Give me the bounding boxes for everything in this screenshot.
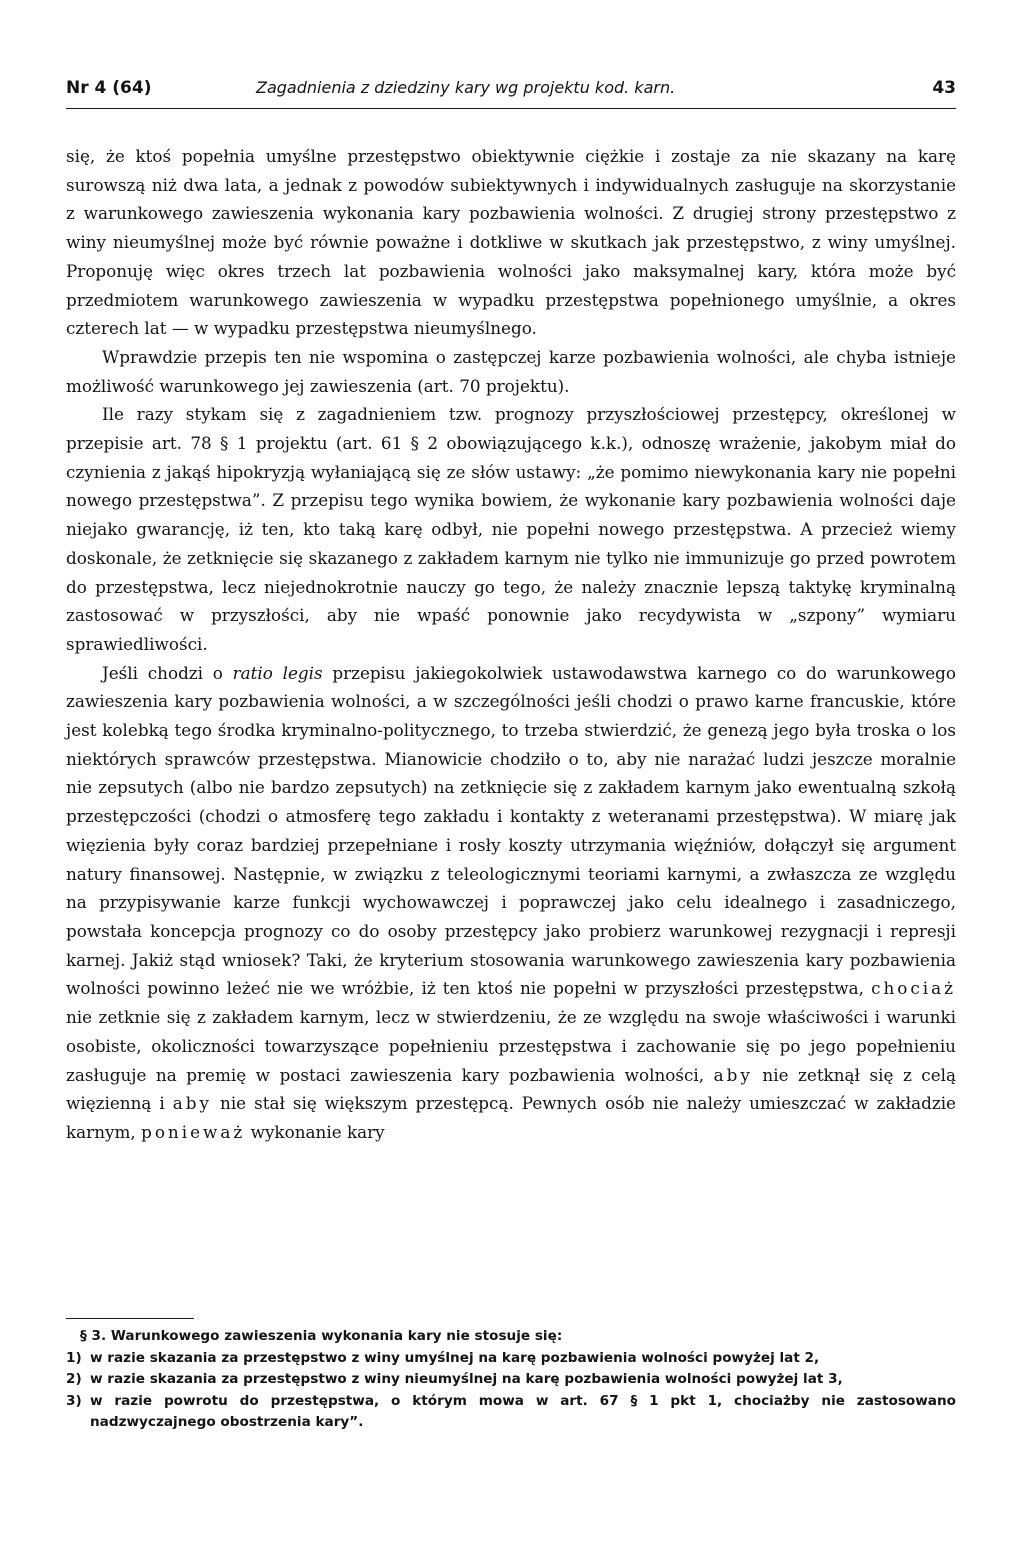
running-header bbox=[66, 72, 956, 109]
footnotes bbox=[66, 1326, 956, 1434]
footnote-item-number: 2) bbox=[66, 1371, 82, 1387]
spaced-word-poniewaz: ponieważ bbox=[141, 1121, 246, 1142]
spaced-word-aby-2: aby bbox=[172, 1093, 213, 1114]
footnote-item bbox=[66, 1348, 956, 1370]
paragraph-4-part-d: nie zetknął się z celą więzienną i bbox=[66, 1064, 957, 1114]
main-text bbox=[66, 142, 956, 1147]
paragraph-3: Ile razy stykam się z zagadnieniem tzw. prognozy przyszłościowej przestępcy, określonej w przepisie art. 78 § 1 projektu (art. 61 § 2 obowiązującego k.k.), odnoszę wrażenie, jakobym miał do czynienia z jakąś hipokryzją wyłaniającą się ze słów ustawy: „że pomimo niewykonania kary nie popełni nowego przestępstwa”. Z przepisu tego wynika bowiem, że wykonanie kary pozbawienia wolności daje niejako gwarancję, iż ten, kto taką karę odbył, nie popełni nowego przestępstwa. A przecież wiemy doskonale, że zetknięcie się skazanego z zakładem karnym nie tylko nie immunizuje go przed powrotem do przestępstwa, lecz niejednokrotnie nauczy go tego, że należy znacznie lepszą taktykę kryminalną zastosować w przyszłości, aby nie wpaść ponownie jako recydywista w „szpony” wymiaru sprawiedliwości. bbox=[66, 404, 956, 654]
footnote-item bbox=[66, 1369, 956, 1391]
footnote-divider bbox=[66, 1318, 194, 1319]
footnote-item-text: w razie skazania za przestępstwo z winy umyślnej na karę pozbawienia wolności powyżej lat 2, bbox=[90, 1349, 820, 1366]
paragraph-4 bbox=[66, 659, 956, 1147]
footnote-item bbox=[66, 1391, 956, 1434]
footnote-item-number: 1) bbox=[66, 1349, 82, 1366]
paragraph-2: Wprawdzie przepis ten nie wspomina o zastępczej karze pozbawienia wolności, ale chyba istnieje możliwość warunkowego jej zawieszenia (art. 70 projektu). bbox=[66, 346, 956, 396]
paragraph-4-part-a: Jeśli chodzi o bbox=[102, 662, 233, 683]
footnote-item-number: 3) bbox=[66, 1392, 82, 1409]
paragraph-4-part-e: nie stał się większym przestępcą. Pewnych osób nie należy umieszczać w zakładzie karnym, bbox=[66, 1093, 956, 1142]
spaced-word-aby-1: aby bbox=[713, 1064, 753, 1085]
paragraph-4-part-f: wykonanie kary bbox=[245, 1121, 385, 1142]
page-number: 43 bbox=[932, 78, 956, 98]
running-title: Zagadnienia z dziedziny kary wg projektu kod. karn. bbox=[256, 78, 676, 97]
footnote-intro: § 3. Warunkowego zawieszenia wykonania kary nie stosuje się: bbox=[80, 1328, 563, 1344]
ratio-legis-italic: ratio legis bbox=[232, 662, 323, 683]
footnote-item-text: w razie skazania za przestępstwo z winy nieumyślnej na karę pozbawienia wolności powyżej lat 3, bbox=[90, 1371, 843, 1387]
paragraph-1: się, że ktoś popełnia umyślne przestępstwo obiektywnie ciężkie i zostaje za nie skazany na karę surowszą niż dwa lata, a jednak z powodów subiektywnych i indywidualnych zasługuje na skorzystanie z warunkowego zawieszenia wykonania kary pozbawienia wolności. Z drugiej strony przestępstwo z winy nieumyślnej może być równie poważne i dotkliwe w skutkach jak przestępstwo, z winy umyślnej. Proponuję więc okres trzech lat pozbawienia wolności jako maksymalnej kary, która może być przedmiotem warunkowego zawieszenia w wypadku przestępstwa popełnionego umyślnie, a okres czterech lat — w wypadku przestępstwa nieumyślnego. bbox=[66, 146, 956, 339]
paragraph-4-part-c: nie zetknie się z zakładem karnym, lecz w stwierdzeniu, że ze względu na swoje właściwości i warunki osobiste, okoliczności towarzyszące popełnieniu przestępstwa i zachowanie się po jego popełnieniu zasługuje na premię w postaci zawieszenia kary pozbawienia wolności, bbox=[66, 1007, 956, 1085]
spaced-word-chociaz: chociaż bbox=[871, 978, 956, 999]
paragraph-4-part-b: przepisu jakiegokolwiek ustawodawstwa karnego co do warunkowego zawieszenia kary pozbawienia wolności, a w szczególności jeśli chodzi o prawo karne francuskie, które jest kolebką tego środka kryminalno-politycznego, to trzeba stwierdzić, że genezą jego była troska o los niektórych sprawców przestępstwa. Mianowicie chodziło o to, aby nie narażać ludzi jeszcze moralnie nie zepsutych (albo nie bardzo zepsutych) na zetknięcie się z zakładem karnym jako ewentualną szkołą przestępczości (chodzi o atmosferę tego zakładu i kontakty z weteranami przestępstwa). W miarę jak więzienia były coraz bardziej przepełniane i rosły koszty utrzymania więźniów, dołączył się argument natury finansowej. Następnie, w związku z teleologicznymi teoriami karnymi, a zwłaszcza ze względu na przypisywanie karze funkcji wychowawczej i poprawczej jako celu idealnego i zasadniczego, powstała koncepcja prognozy co do osoby przestępcy jako probierz warunkowej rezygnacji i represji karnej. Jakiż stąd wniosek? Taki, że kryterium stosowania warunkowego zawieszenia kary pozbawienia wolności powinno leżeć nie we wróżbie, iż ten ktoś nie popełni w przyszłości przestępstwa, bbox=[66, 662, 956, 999]
footnote-item-text: w razie powrotu do przestępstwa, o którym mowa w art. 67 § 1 pkt 1, chociażby nie zastosowano nadzwyczajnego obostrzenia kary”. bbox=[90, 1392, 956, 1430]
issue-number: Nr 4 (64) bbox=[66, 78, 152, 98]
